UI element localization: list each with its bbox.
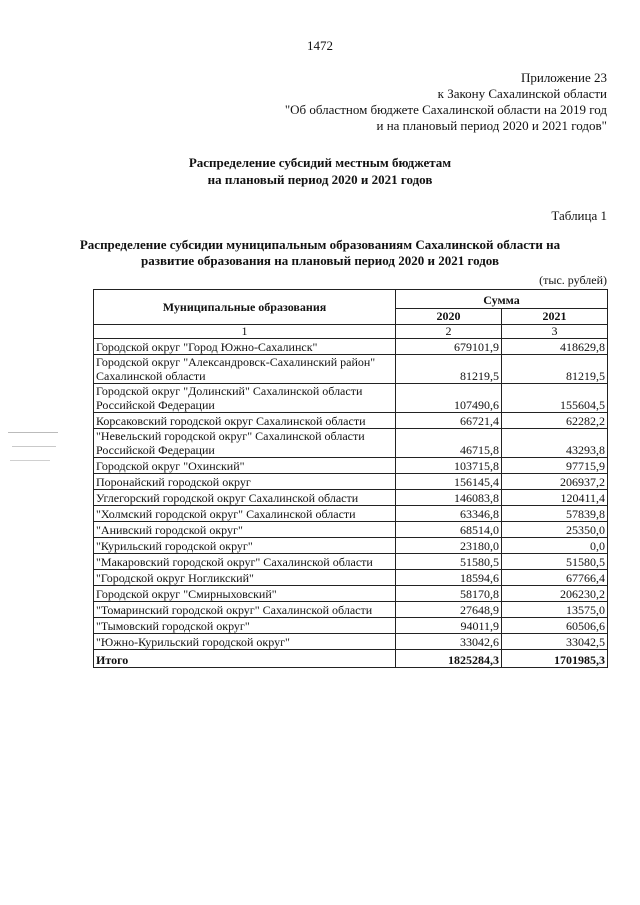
table-row xyxy=(94,506,608,522)
amount-2020: 679101,9 xyxy=(396,339,502,355)
table-title-line: развитие образования на плановый период 2020 и 2021 годов xyxy=(141,253,499,268)
appendix-line: "Об областном бюджете Сахалинской области на 2019 год xyxy=(284,102,607,117)
amount-2020: 68514,0 xyxy=(396,522,502,538)
municipality-name: "Южно-Курильский городской округ" xyxy=(94,634,396,650)
header-year-2021: 2021 xyxy=(502,308,608,324)
amount-2021: 62282,2 xyxy=(502,413,608,429)
municipality-name: "Томаринский городской округ" Сахалинской области xyxy=(94,602,396,618)
table-row xyxy=(94,429,608,458)
amount-2020: 107490,6 xyxy=(396,384,502,413)
total-2021: 1701985,3 xyxy=(502,650,608,668)
scan-artifact xyxy=(10,460,50,461)
table-row xyxy=(94,474,608,490)
amount-2020: 156145,4 xyxy=(396,474,502,490)
amount-2021: 81219,5 xyxy=(502,355,608,384)
amount-2021: 206937,2 xyxy=(502,474,608,490)
amount-2021: 0,0 xyxy=(502,538,608,554)
table-row xyxy=(94,339,608,355)
amount-2020: 94011,9 xyxy=(396,618,502,634)
scan-artifact xyxy=(8,432,58,433)
appendix-line: Приложение 23 xyxy=(520,70,607,85)
amount-2021: 60506,6 xyxy=(502,618,608,634)
amount-2021: 43293,8 xyxy=(502,429,608,458)
document-title-line: на плановый период 2020 и 2021 годов xyxy=(207,172,433,187)
amount-2020: 58170,8 xyxy=(396,586,502,602)
header-year-2020: 2020 xyxy=(396,308,502,324)
amount-2020: 23180,0 xyxy=(396,538,502,554)
table-row xyxy=(94,586,608,602)
municipality-name: "Курильский городской округ" xyxy=(94,538,396,554)
amount-2021: 67766,4 xyxy=(502,570,608,586)
municipality-name: "Макаровский городской округ" Сахалинской области xyxy=(94,554,396,570)
appendix-line: к Закону Сахалинской области xyxy=(437,86,607,101)
amount-2020: 33042,6 xyxy=(396,634,502,650)
table-row xyxy=(94,355,608,384)
table-row xyxy=(94,618,608,634)
amount-2021: 57839,8 xyxy=(502,506,608,522)
table-row xyxy=(94,522,608,538)
municipality-name: Корсаковский городской округ Сахалинской области xyxy=(94,413,396,429)
municipality-name: "Тымовский городской округ" xyxy=(94,618,396,634)
amount-2020: 103715,8 xyxy=(396,458,502,474)
amount-2020: 66721,4 xyxy=(396,413,502,429)
municipality-name: Поронайский городской округ xyxy=(94,474,396,490)
total-row xyxy=(94,650,608,668)
municipality-name: Городской округ "Смирныховский" xyxy=(94,586,396,602)
page-number: 1472 xyxy=(307,38,333,53)
municipality-name: "Невельский городской округ" Сахалинской области Российской Федерации xyxy=(94,429,396,458)
table-row xyxy=(94,634,608,650)
table-row xyxy=(94,490,608,506)
table-title-line: Распределение субсидии муниципальным образованиям Сахалинской области на xyxy=(79,237,561,252)
municipality-name: Городской округ "Охинский" xyxy=(94,458,396,474)
amount-2020: 46715,8 xyxy=(396,429,502,458)
table-row xyxy=(94,602,608,618)
amount-2020: 51580,5 xyxy=(396,554,502,570)
amount-2021: 13575,0 xyxy=(502,602,608,618)
municipality-name: Городской округ "Город Южно-Сахалинск" xyxy=(94,339,396,355)
amount-2021: 206230,2 xyxy=(502,586,608,602)
subsidy-table xyxy=(93,289,608,668)
header-sum: Сумма xyxy=(396,290,608,309)
table-title xyxy=(0,237,640,269)
amount-2020: 146083,8 xyxy=(396,490,502,506)
table-row xyxy=(94,554,608,570)
appendix-line: и на плановый период 2020 и 2021 годов" xyxy=(376,118,607,133)
table-row xyxy=(94,570,608,586)
amount-2021: 51580,5 xyxy=(502,554,608,570)
table-row xyxy=(94,384,608,413)
amount-2021: 25350,0 xyxy=(502,522,608,538)
header-municipality: Муниципальные образования xyxy=(94,290,396,325)
column-index: 2 xyxy=(396,325,502,339)
municipality-name: Углегорский городской округ Сахалинской области xyxy=(94,490,396,506)
table-label: Таблица 1 xyxy=(551,208,607,223)
amount-2021: 418629,8 xyxy=(502,339,608,355)
amount-2021: 33042,5 xyxy=(502,634,608,650)
municipality-name: "Холмский городской округ" Сахалинской области xyxy=(94,506,396,522)
document-title xyxy=(0,154,640,188)
appendix-reference xyxy=(285,70,607,134)
municipality-name: "Городской округ Ногликский" xyxy=(94,570,396,586)
total-label: Итого xyxy=(94,650,396,668)
municipality-name: Городской округ "Александровск-Сахалинский район" Сахалинской области xyxy=(94,355,396,384)
document-title-line: Распределение субсидий местным бюджетам xyxy=(188,155,452,170)
table-row xyxy=(94,538,608,554)
total-2020: 1825284,3 xyxy=(396,650,502,668)
amount-2020: 81219,5 xyxy=(396,355,502,384)
amount-2020: 63346,8 xyxy=(396,506,502,522)
amount-2021: 155604,5 xyxy=(502,384,608,413)
municipality-name: Городской округ "Долинский" Сахалинской области Российской Федерации xyxy=(94,384,396,413)
amount-2020: 18594,6 xyxy=(396,570,502,586)
amount-2021: 97715,9 xyxy=(502,458,608,474)
scan-artifact xyxy=(12,446,56,447)
column-index: 1 xyxy=(94,325,396,339)
amount-2020: 27648,9 xyxy=(396,602,502,618)
table-row xyxy=(94,458,608,474)
municipality-name: "Анивский городской округ" xyxy=(94,522,396,538)
table-row xyxy=(94,413,608,429)
units-label: (тыс. рублей) xyxy=(539,273,607,287)
column-index: 3 xyxy=(502,325,608,339)
amount-2021: 120411,4 xyxy=(502,490,608,506)
